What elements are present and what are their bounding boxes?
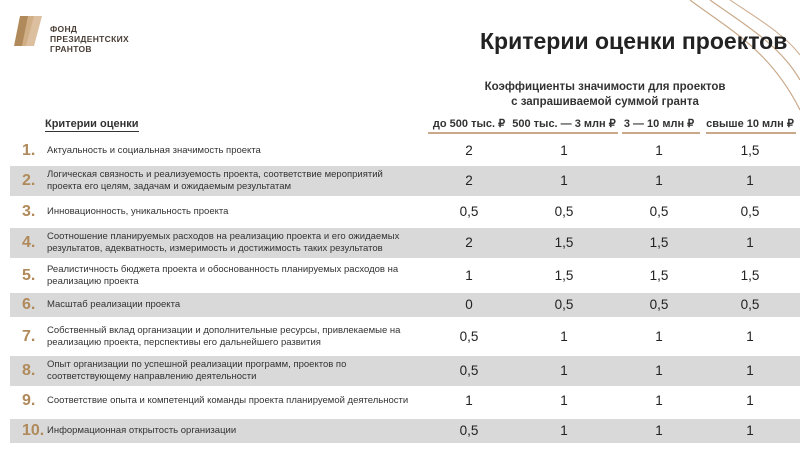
table-row bbox=[10, 228, 800, 258]
page-title: Критерии оценки проектов bbox=[480, 28, 788, 54]
criterion-text: Соответствие опыта и компетенций команды проекта планируемой деятельности bbox=[47, 395, 409, 406]
logo-line: ФОНД bbox=[50, 24, 78, 34]
coefficient-value: 2 bbox=[465, 173, 473, 188]
coefficient-value: 1 bbox=[655, 173, 663, 188]
row-number: 7. bbox=[22, 327, 36, 345]
coefficient-value: 2 bbox=[465, 143, 473, 158]
row-number: 6. bbox=[22, 295, 36, 313]
coefficient-value: 1 bbox=[560, 393, 568, 408]
criterion-text: Логическая связность и реализуемость проекта, соответствие мероприятий проекта его целям, задачам и ожидаемым результатам bbox=[47, 169, 383, 192]
table-row bbox=[10, 199, 800, 225]
criterion-text: Реалистичность бюджета проекта и обоснованность планируемых расходов на реализацию проекта bbox=[47, 264, 399, 287]
coefficient-value: 0,5 bbox=[459, 329, 479, 344]
column-underline bbox=[512, 132, 618, 134]
coefficient-value: 1,5 bbox=[554, 268, 574, 283]
fund-logo-icon bbox=[12, 14, 44, 48]
coefficient-value: 1 bbox=[746, 363, 754, 378]
coefficient-value: 1 bbox=[560, 363, 568, 378]
logo-line: ГРАНТОВ bbox=[50, 44, 92, 54]
row-number: 2. bbox=[22, 171, 36, 189]
criterion-text: Собственный вклад организации и дополнительные ресурсы, привлекаемые на реализацию проекта, перспективы его дальнейшего развития bbox=[47, 325, 401, 348]
logo-text bbox=[50, 24, 129, 54]
column-underline bbox=[428, 132, 512, 134]
criterion-text: Информационная открытость организации bbox=[47, 425, 237, 436]
column-header: свыше 10 млн ₽ bbox=[706, 118, 794, 130]
table-row bbox=[10, 419, 800, 443]
coefficient-value: 1 bbox=[746, 423, 754, 438]
coefficient-value: 0,5 bbox=[554, 297, 574, 312]
coefficient-value: 1 bbox=[560, 329, 568, 344]
table-row bbox=[10, 356, 800, 386]
coefficient-value: 1 bbox=[746, 173, 754, 188]
row-number: 4. bbox=[22, 233, 36, 251]
coefficients-header-line: Коэффициенты значимости для проектов bbox=[484, 81, 726, 93]
coefficient-value: 1 bbox=[655, 143, 663, 158]
coefficient-value: 1 bbox=[746, 393, 754, 408]
coefficient-value: 1 bbox=[655, 393, 663, 408]
coefficient-value: 1 bbox=[655, 329, 663, 344]
coefficient-value: 0,5 bbox=[554, 204, 574, 219]
row-number: 8. bbox=[22, 361, 36, 379]
criterion-text: Масштаб реализации проекта bbox=[47, 299, 181, 310]
coefficient-value: 1 bbox=[560, 423, 568, 438]
table-row bbox=[10, 322, 800, 352]
row-number: 1. bbox=[22, 141, 36, 159]
criterion-text: Инновационность, уникальность проекта bbox=[47, 206, 229, 217]
column-header: 3 — 10 млн ₽ bbox=[623, 118, 695, 130]
coefficient-value: 0,5 bbox=[459, 363, 479, 378]
table-row bbox=[10, 141, 800, 161]
coefficient-value: 1,5 bbox=[649, 268, 669, 283]
criterion-text: Актуальность и социальная значимость проекта bbox=[47, 145, 261, 156]
coefficient-value: 0,5 bbox=[459, 423, 479, 438]
row-number: 9. bbox=[22, 391, 36, 409]
criterion-text: Опыт организации по успешной реализации программ, проектов по соответствующему направлению деятельности bbox=[47, 359, 347, 382]
row-number: 10. bbox=[22, 421, 45, 439]
coefficients-header-line: с запрашиваемой суммой гранта bbox=[511, 96, 699, 108]
coefficient-value: 1,5 bbox=[554, 235, 574, 250]
column-header: 500 тыс. — 3 млн ₽ bbox=[512, 118, 616, 130]
column-header: до 500 тыс. ₽ bbox=[432, 118, 506, 130]
criteria-column-header: Критерии оценки bbox=[45, 118, 139, 130]
coefficient-value: 0,5 bbox=[649, 297, 669, 312]
coefficient-value: 1 bbox=[746, 235, 754, 250]
coefficient-value: 1,5 bbox=[649, 235, 669, 250]
table-row bbox=[10, 389, 800, 413]
logo bbox=[12, 14, 152, 64]
column-underline bbox=[706, 132, 796, 134]
coefficient-value: 1 bbox=[746, 329, 754, 344]
table-row bbox=[10, 166, 800, 196]
criterion-text: Соотношение планируемых расходов на реализацию проекта и его ожидаемых результатов, адекватность, измеримость и достижимость таких результатов bbox=[47, 231, 400, 254]
coefficient-value: 1 bbox=[655, 423, 663, 438]
logo-line: ПРЕЗИДЕНТСКИХ bbox=[50, 34, 129, 44]
coefficient-value: 0,5 bbox=[740, 297, 760, 312]
coefficient-value: 0,5 bbox=[740, 204, 760, 219]
coefficient-value: 0,5 bbox=[649, 204, 669, 219]
coefficient-value: 1 bbox=[465, 268, 473, 283]
coefficient-value: 1,5 bbox=[740, 268, 760, 283]
row-number: 3. bbox=[22, 202, 36, 220]
coefficient-value: 2 bbox=[465, 235, 473, 250]
coefficient-value: 1 bbox=[560, 143, 568, 158]
column-underline bbox=[622, 132, 700, 134]
coefficient-value: 1,5 bbox=[740, 143, 760, 158]
table-row bbox=[10, 293, 800, 317]
coefficient-value: 0,5 bbox=[459, 204, 479, 219]
coefficient-value: 0 bbox=[465, 297, 473, 312]
coefficients-header bbox=[450, 80, 760, 110]
coefficient-value: 1 bbox=[655, 363, 663, 378]
coefficient-value: 1 bbox=[465, 393, 473, 408]
row-number: 5. bbox=[22, 266, 36, 284]
coefficient-value: 1 bbox=[560, 173, 568, 188]
table-row bbox=[10, 262, 800, 290]
